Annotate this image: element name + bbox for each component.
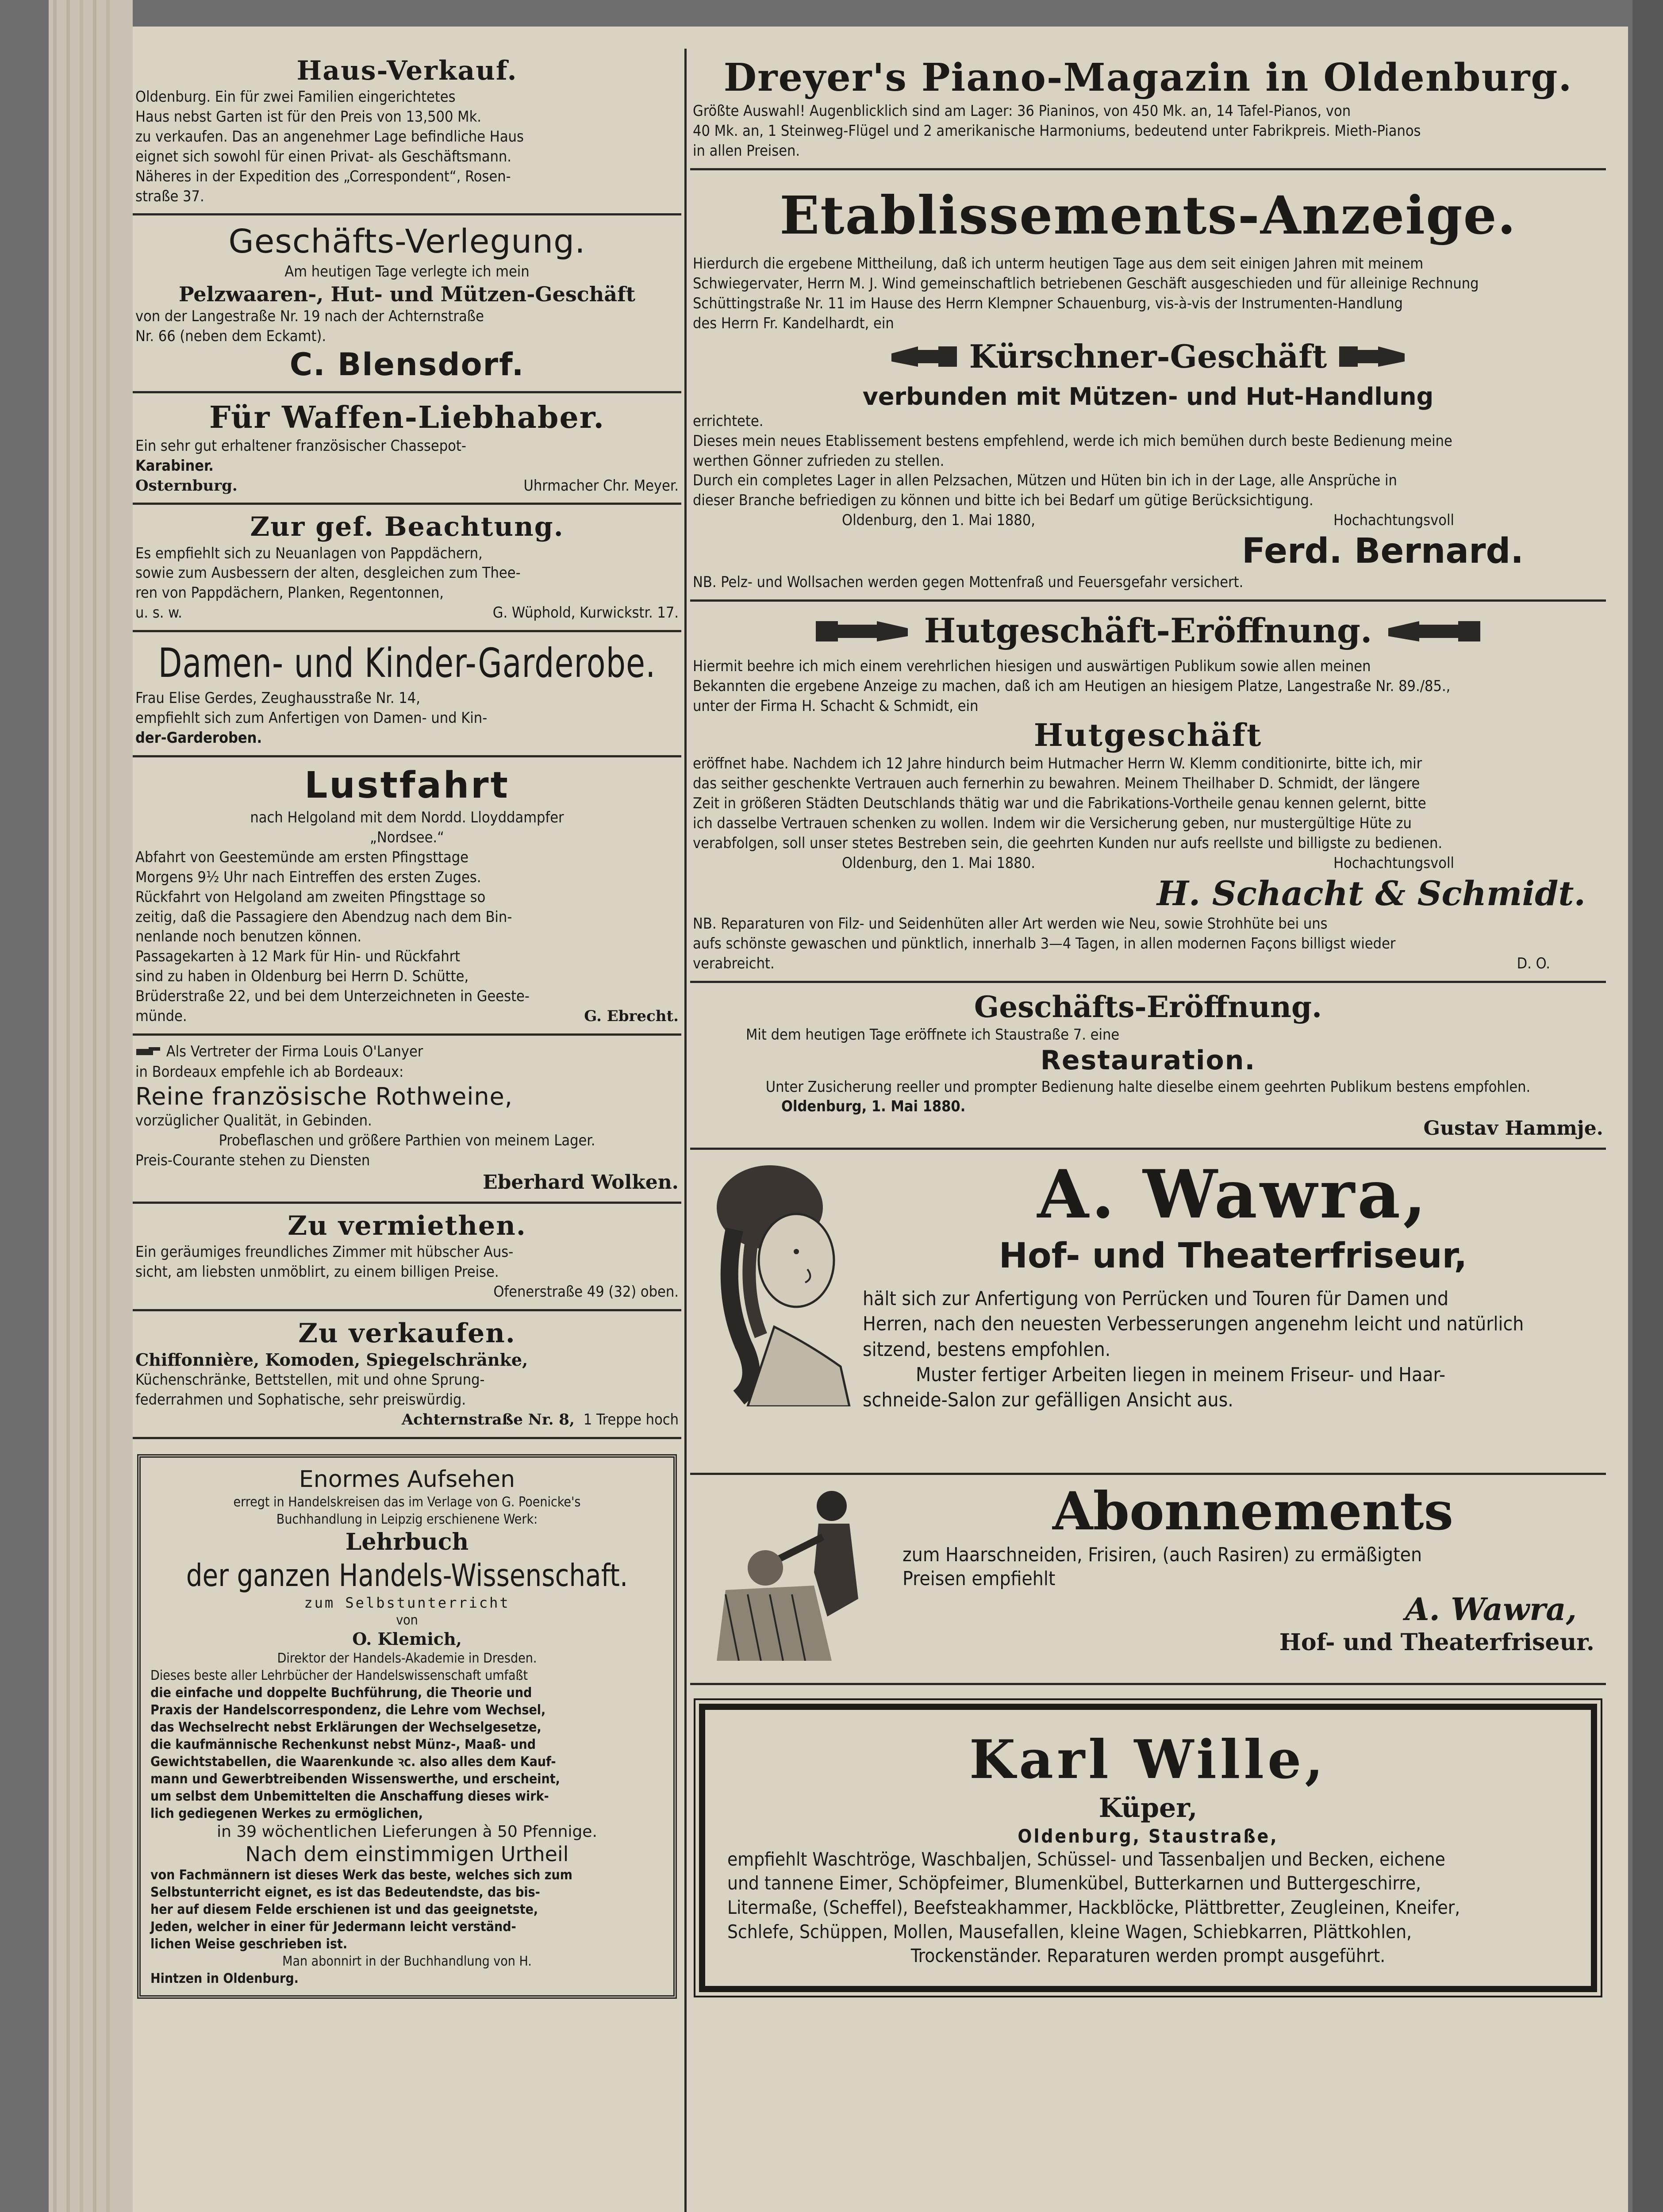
ad-piano-magazin (690, 49, 1606, 170)
ad-text-line: Haus nebst Garten ist für den Preis von 13,500 Mk. (135, 108, 481, 126)
ad-text-line: Hierdurch die ergebene Mittheilung, daß ich unterm heutigen Tage aus dem seit einigen Jahren mit meinem (693, 255, 1424, 273)
ad-text-line: errichtete. (693, 412, 764, 430)
ad-verkaufen (133, 1311, 681, 1439)
ad-title: Zur gef. Beachtung. (250, 511, 564, 543)
wille-frame (699, 1704, 1597, 1992)
abo-text (903, 1479, 1603, 1656)
ad-text-line: von (396, 1613, 418, 1628)
ad-restauration (690, 983, 1606, 1150)
ad-text-line: Hintzen in Oldenburg. (150, 1970, 299, 1986)
ad-text-line: Brüderstraße 22, und bei dem Unterzeichneten in Geeste- (135, 987, 530, 1006)
ad-text: verabreicht. (693, 955, 775, 973)
ad-title: Zu verkaufen. (298, 1317, 516, 1349)
ad-title: Zu vermiethen. (288, 1210, 526, 1241)
right-column (690, 49, 1606, 2004)
ad-text-line: unter der Firma H. Schacht & Schmidt, ein (693, 697, 979, 715)
ad-text-line: Litermaße, (Scheffel), Beefsteakhammer, Hackblöcke, Plättbretter, Zeugleinen, Kneifer, (727, 1897, 1460, 1919)
ad-address: Achternstraße Nr. 8, (401, 1410, 575, 1429)
ad-place: Osternburg. (135, 476, 238, 495)
ad-text-line: Probeflaschen und größere Parthien von meinem Lager. (219, 1132, 595, 1150)
left-column (133, 49, 681, 2010)
ad-text-line: der-Garderoben. (135, 729, 262, 747)
ad-title: Etablissements-Anzeige. (780, 184, 1517, 246)
ad-text-line: eignet sich sowohl für einen Privat- als Geschäftsmann. (135, 147, 511, 165)
newspaper-page (133, 49, 1606, 2212)
pointing-hand-right-icon (815, 613, 912, 654)
ad-text-line: in allen Preisen. (693, 142, 800, 160)
book-title: der ganzen Handels-Wissenschaft. (186, 1557, 628, 1594)
ad-signature: Eberhard Wolken. (483, 1171, 679, 1194)
ad-text-line: Chiffonnière, Komoden, Spiegelschränke, (135, 1349, 528, 1370)
ad-signature: C. Blensdorf. (289, 346, 525, 383)
ad-text-line: NB. Reparaturen von Filz- und Seidenhüten aller Art werden wie Neu, sowie Strohhüte bei uns (693, 915, 1328, 933)
ad-text-line: empfiehlt sich zum Anfertigen von Damen- und Kin- (135, 709, 488, 727)
ad-signature: Gustav Hammje. (1423, 1117, 1603, 1140)
ad-text-line: Durch ein completes Lager in allen Pelzsachen, Mützen und Hüten bin ich in der Lage, alle Ansprüche in (693, 472, 1397, 490)
ad-text-line: Dieses beste aller Lehrbücher der Handelswissenschaft umfaßt (150, 1667, 528, 1683)
ad-title: Reine französische Rothweine, (135, 1082, 513, 1110)
ad-text-line: lichen Weise geschrieben ist. (150, 1936, 348, 1952)
pointing-hand-right-icon (1338, 340, 1409, 379)
ad-wawra (690, 1150, 1606, 1475)
ad-text-line: Selbstunterricht eignet, es ist das Bedeutendste, das bis- (150, 1884, 540, 1900)
ad-signature-sub: Hof- und Theaterfriseur. (1279, 1628, 1594, 1656)
ad-text-line: Jeden, welcher in einer für Jedermann leicht verständ- (150, 1919, 516, 1935)
ad-beachtung (133, 505, 681, 632)
ad-text-line (135, 1042, 679, 1062)
lehrbuch-frame (137, 1454, 677, 1999)
ad-text-line: Ein sehr gut erhaltener französischer Chassepot- (135, 437, 466, 455)
ad-haus-verkauf (133, 49, 681, 215)
ad-text-line: werthen Gönner zufrieden zu stellen. (693, 452, 945, 470)
ad-text-line: Mit dem heutigen Tage eröffnete ich Staustraße 7. eine (746, 1025, 1120, 1044)
ad-waffen (133, 393, 681, 505)
ad-text-line: und tannene Eimer, Schöpfeimer, Blumenkübel, Butterkarnen und Buttergeschirre, (727, 1872, 1421, 1894)
ad-text-line: Hiermit beehre ich mich einem verehrlichen hiesigen und auswärtigen Publikum sowie allen meinen (693, 657, 1371, 676)
ad-text-line: Es empfiehlt sich zu Neuanlagen von Pappdächern, (135, 544, 483, 562)
ad-text-line: Schlefe, Schüppen, Mollen, Mausefallen, kleine Wagen, Schiebkarren, Plättkohlen, (727, 1920, 1412, 1943)
ad-text-line (693, 954, 1603, 974)
lady-portrait-illustration (695, 1159, 858, 1406)
ad-text-line: ren von Pappdächern, Planken, Regentonnen, (135, 584, 444, 602)
ad-title: Karl Wille, (969, 1728, 1327, 1791)
ad-date: Oldenburg, den 1. Mai 1880. (842, 854, 1036, 872)
ad-text: Als Vertreter der Firma Louis O'Lanyer (166, 1042, 423, 1060)
ad-text-line: Herren, nach den neuesten Verbesserungen angenehm leicht und natürlich (863, 1313, 1524, 1336)
ad-text-line: Karabiner. (135, 457, 214, 475)
ad-text-line: her auf diesem Felde erschienen ist und das geeignetste, (150, 1901, 538, 1917)
ad-place: Oldenburg, Staustraße, (1018, 1825, 1279, 1847)
ad-geschaefts-verlegung (133, 215, 681, 393)
ad-text-line: von der Langestraße Nr. 19 nach der Achternstraße (135, 307, 484, 325)
ad-text-line: Frau Elise Gerdes, Zeughausstraße Nr. 14, (135, 689, 420, 707)
ad-text: 1 Treppe hoch (583, 1410, 679, 1429)
ad-rothweine (133, 1036, 681, 1204)
ad-text-line: Buchhandlung in Leipzig erschienene Werk: (276, 1512, 538, 1528)
ad-text-line: zum Haarschneiden, Frisiren, (auch Rasiren) zu ermäßigten (903, 1543, 1422, 1566)
ad-etablissement (690, 170, 1606, 602)
ad-text: u. s. w. (135, 604, 182, 622)
ad-title-row (693, 611, 1603, 654)
ad-text-line: dieser Branche befriedigen zu können und bitte ich bei Bedarf um gütige Berücksichtigung. (693, 492, 1314, 510)
ad-abonnements (690, 1475, 1606, 1685)
ad-text-line: verabfolgen, soll unser stetes Bestreben sein, die geehrten Kunden nur aufs reellste und billigste zu bedienen. (693, 834, 1443, 852)
ad-text-line: Näheres in der Expedition des „Correspondent“, Rosen- (135, 167, 511, 185)
ad-text-line: nenlande noch benutzen können. (135, 928, 362, 946)
ad-lustfahrt (133, 757, 681, 1036)
ad-text-line: von Fachmännern ist dieses Werk das beste, welches sich zum (150, 1867, 572, 1883)
ad-text-line: Schüttingstraße Nr. 11 im Hause des Herrn Klempner Schauenburg, vis-à-vis der Instrumenten-Handlung (693, 295, 1403, 313)
ad-shop-name: Kürschner-Geschäft (969, 337, 1327, 375)
ad-signature: H. Schacht & Schmidt. (1157, 873, 1586, 913)
ad-text-line: federrahmen und Sophatische, sehr preiswürdig. (135, 1390, 466, 1409)
ad-text-line: sicht, am liebsten unmöblirt, zu einem billigen Preise. (135, 1263, 499, 1281)
ad-date: Oldenburg, 1. Mai 1880. (781, 1098, 966, 1116)
ad-title: Lustfahrt (304, 764, 510, 807)
book-author: O. Klemich, (352, 1629, 462, 1649)
ad-text-line: empfiehlt Waschtröge, Waschbaljen, Schüssel- und Tassenbaljen und Becken, eichene (727, 1848, 1445, 1870)
ad-title: Hutgeschäft-Eröffnung. (924, 611, 1372, 651)
ad-text-line: Trockenständer. Reparaturen werden prompt ausgeführt. (910, 1945, 1386, 1967)
ad-text-line: zu verkaufen. Das an angenehmer Lage befindliche Haus (135, 127, 524, 146)
ad-text-line: nach Helgoland mit dem Nordd. Lloyddampfer (250, 809, 564, 827)
ad-text: Hochachtungsvoll (1333, 511, 1454, 530)
ad-text-line: sitzend, bestens empfohlen. (863, 1338, 1111, 1361)
ad-text-line: Ofenerstraße 49 (32) oben. (493, 1283, 679, 1301)
ad-text-line: Rückfahrt von Helgoland am zweiten Pfingsttage so (135, 888, 486, 906)
ad-text-line: aufs schönste gewaschen und pünktlich, innerhalb 3—4 Tagen, in allen modernen Façons billigst wieder (693, 935, 1396, 953)
ad-text-line: Schwiegervater, Herrn M. J. Wind gemeinschaftlich betriebenen Geschäft ausgeschieden und für alleinige Rechnung (693, 275, 1479, 293)
ad-text-line: eröffnet habe. Nachdem ich 12 Jahre hindurch beim Hutmacher Herrn W. Klemm conditionirte, bitte ich, mir (693, 755, 1422, 773)
ad-text-line: Oldenburg. Ein für zwei Familien eingerichtetes (135, 88, 456, 106)
ad-text-line: Abfahrt von Geestemünde am ersten Pfingsttage (135, 848, 469, 866)
ad-title: Dreyer's Piano-Magazin in Oldenburg. (723, 55, 1573, 100)
ad-text-line: Unter Zusicherung reeller und prompter Bedienung halte dieselbe einem geehrten Publikum bestens empfohlen. (765, 1078, 1531, 1096)
ad-title: Abonnements (1052, 1480, 1454, 1542)
ad-text-line: Nr. 66 (neben dem Eckamt). (135, 327, 326, 345)
ad-title: Für Waffen-Liebhaber. (209, 399, 605, 435)
ad-text-line: das seither geschenkte Vertrauen auch fernerhin zu bewahren. Meinem Theilhaber D. Schmidt, der längere (693, 775, 1420, 793)
ad-text-line: sowie zum Ausbessern der alten, desgleichen zum Thee- (135, 564, 521, 582)
ad-text-line: Direktor der Handels-Akademie in Dresden. (277, 1650, 537, 1666)
ad-text-line (135, 1006, 679, 1026)
ad-title: A. Wawra, (1037, 1156, 1429, 1234)
ad-text-line: sind zu haben in Oldenburg bei Herrn D. Schütte, (135, 968, 469, 986)
book-subtitle: zum Selbstunterricht (304, 1594, 510, 1612)
ad-signature: Uhrmacher Chr. Meyer. (523, 476, 679, 495)
ad-text-line (693, 853, 1603, 873)
ad-damen-garderobe (133, 632, 681, 757)
ad-text-line: Bekannten die ergebene Anzeige zu machen, daß ich am Heutigen an hiesigem Platze, Langestraße Nr. 89./85., (693, 677, 1451, 695)
ad-text-line (135, 603, 679, 623)
ad-text-line: mann und Gewerbtreibenden Wissenswerthe, und erscheint, (150, 1771, 560, 1787)
ad-text-line: die kaufmännische Rechenkunst nebst Münz-, Maaß- und (150, 1736, 536, 1752)
ad-text-line: Morgens 9½ Uhr nach Eintreffen des ersten Zuges. (135, 868, 481, 886)
ad-text-line (135, 476, 679, 496)
ad-subtitle: Hof- und Theaterfriseur, (999, 1236, 1467, 1276)
ad-text-line: in 39 wöchentlichen Lieferungen à 50 Pfennige. (217, 1822, 597, 1841)
wawra-text (863, 1154, 1603, 1413)
ad-date: Oldenburg, den 1. Mai 1880, (842, 511, 1036, 530)
ad-text-line: Man abonnirt in der Buchhandlung von H. (282, 1953, 532, 1969)
ad-text-line: um selbst dem Unbemittelten die Anschaffung dieses wirk- (150, 1788, 549, 1804)
pointing-hand-left-icon (887, 340, 958, 379)
book-title: Lehrbuch (345, 1528, 469, 1556)
ad-text-line: Küchenschränke, Bettstellen, mit und ohne Sprung- (135, 1371, 485, 1389)
ad-text-line: Gewichtstabellen, die Waarenkunde ꝛc. also alles dem Kauf- (150, 1754, 556, 1770)
ad-text-line: in Bordeaux empfehle ich ab Bordeaux: (135, 1063, 404, 1081)
ad-text: Hochachtungsvoll (1333, 854, 1454, 872)
ad-title: Haus-Verkauf. (296, 55, 518, 86)
ad-text-line: des Herrn Fr. Kandelhardt, ein (693, 315, 894, 333)
ad-text-line: Preisen empfiehlt (903, 1567, 1056, 1590)
ad-shop-heading (693, 337, 1603, 379)
ad-text-line: „Nordsee.“ (370, 829, 444, 847)
ad-hutgeschaeft (690, 602, 1606, 983)
ad-title: Damen- und Kinder-Garderobe. (158, 639, 656, 687)
ad-initials: D. O. (1517, 955, 1550, 973)
ad-text-line (135, 1410, 679, 1430)
ad-lehrbuch (133, 1439, 681, 2010)
ad-text-line: Dieses mein neues Etablissement bestens empfehlend, werde ich mich bemühen durch beste Bedienung meine (693, 432, 1452, 450)
ad-text-line: NB. Pelz- und Wollsachen werden gegen Mottenfraß und Feuersgefahr versichert. (693, 573, 1244, 591)
ad-text-line: Muster fertiger Arbeiten liegen in meinem Friseur- und Haar- (916, 1363, 1446, 1386)
ad-text-line (693, 511, 1603, 530)
ad-subtitle: Nach dem einstimmigen Urtheil (245, 1842, 569, 1866)
ad-karl-wille (690, 1685, 1606, 2004)
ad-text-line: zeitig, daß die Passagiere den Abendzug nach dem Bin- (135, 908, 512, 926)
ad-text-line: hält sich zur Anfertigung von Perrücken und Touren für Damen und (863, 1287, 1449, 1310)
pointing-hand-left-icon (1384, 613, 1481, 654)
ad-text-line: lich gediegenen Werkes zu ermöglichen, (150, 1805, 423, 1821)
ad-text-line: Ein geräumiges freundliches Zimmer mit hübscher Aus- (135, 1243, 514, 1261)
ad-text-line: straße 37. (135, 187, 204, 205)
ad-text: münde. (135, 1007, 187, 1025)
column-divider (684, 49, 687, 2212)
ad-text-line: das Wechselrecht nebst Erklärungen der Wechselgesetze, (150, 1719, 542, 1735)
ad-title: Geschäfts-Verlegung. (228, 223, 586, 261)
ad-signature: Ferd. Bernard. (1241, 531, 1524, 572)
ad-signature: G. Wüphold, Kurwickstr. 17. (492, 604, 679, 622)
ad-text-line: Am heutigen Tage verlegte ich mein (284, 262, 530, 280)
ad-signature: G. Ebrecht. (584, 1007, 679, 1025)
ad-title: Geschäfts-Eröffnung. (974, 990, 1322, 1025)
ad-text-line: schneide-Salon zur gefälligen Ansicht aus. (863, 1388, 1233, 1411)
ad-vermiethen (133, 1204, 681, 1311)
ad-text-line: die einfache und doppelte Buchführung, die Theorie und (150, 1685, 532, 1701)
pointing-hand-icon (135, 1042, 162, 1062)
ad-shop-name: Pelzwaaren-, Hut- und Mützen-Geschäft (178, 282, 636, 306)
ad-text-line: ich dasselbe Vertrauen schenken zu wollen. Indem wir die Versicherung geben, nur mustergültige Hüte zu (693, 814, 1412, 833)
ad-text-line: Praxis der Handelscorrespondenz, die Lehre vom Wechsel, (150, 1702, 546, 1718)
ad-text-line: Passagekarten à 12 Mark für Hin- und Rückfahrt (135, 948, 461, 966)
ad-shop-name: Restauration. (1040, 1045, 1256, 1076)
ad-text-line: Größte Auswahl! Augenblicklich sind am Lager: 36 Pianinos, von 450 Mk. an, 14 Tafel-Pianos, von (693, 102, 1351, 120)
ad-text-line: Preis-Courante stehen zu Diensten (135, 1152, 370, 1170)
ad-text-line: 40 Mk. an, 1 Steinweg-Flügel und 2 amerikanische Harmoniums, bedeutend unter Fabrikpreis. Mieth-Pianos (693, 122, 1421, 140)
ad-shop-name: Hutgeschäft (1033, 717, 1263, 754)
ad-title: Enormes Aufsehen (299, 1466, 515, 1493)
ad-subtitle: Küper, (1098, 1793, 1198, 1824)
ad-signature: A. Wawra, (1405, 1591, 1577, 1628)
ad-text-line: Zeit in größeren Städten Deutschlands thätig war und die Fabrikations-Vortheile genau kennen gelernt, bitte (693, 795, 1426, 813)
barber-illustration (717, 1484, 907, 1661)
ad-subtitle: verbunden mit Mützen- und Hut-Handlung (862, 382, 1434, 411)
ad-text-line: erregt in Handelskreisen das im Verlage von G. Poenicke's (233, 1494, 581, 1510)
ad-text-line: vorzüglicher Qualität, in Gebinden. (135, 1112, 372, 1130)
